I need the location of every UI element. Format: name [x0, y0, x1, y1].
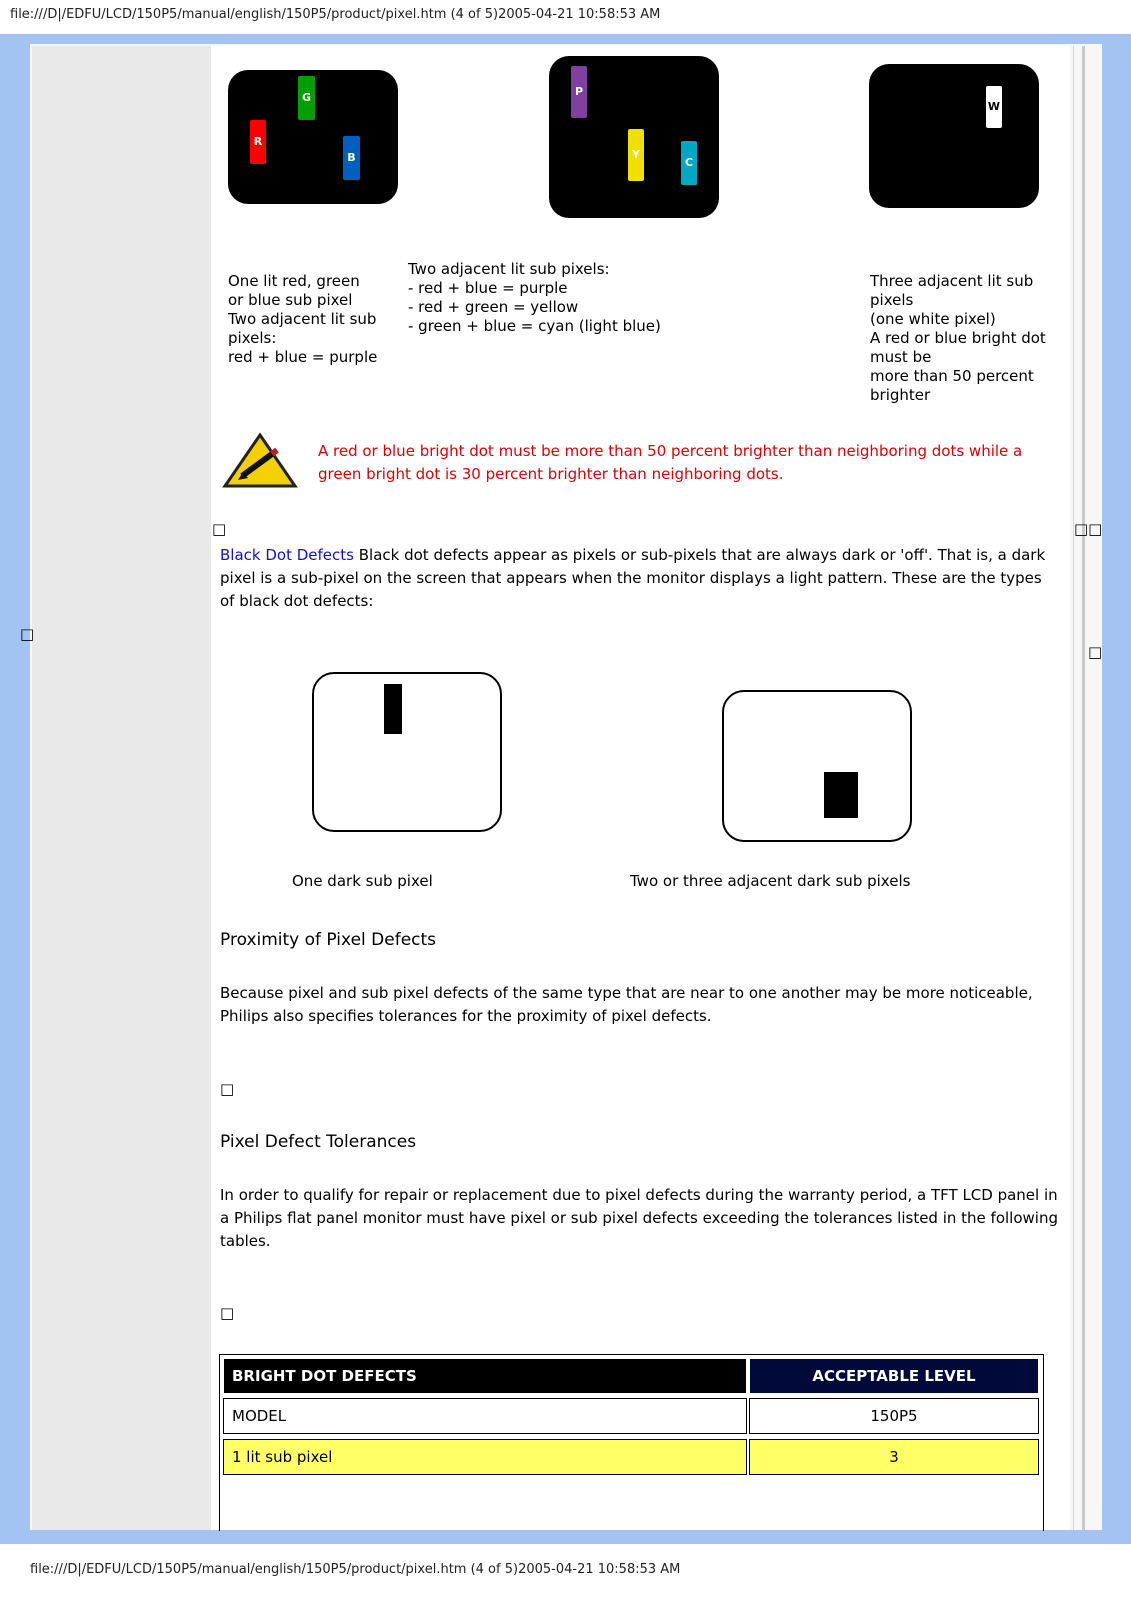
- pixel-figure-white: [869, 64, 1039, 208]
- footer-path: file:///D|/EDFU/LCD/150P5/manual/english/150P5/product/pixel.htm (4 of 5)2005-04-21 10:58:53 AM: [30, 1562, 681, 1577]
- tolerances-heading: Pixel Defect Tolerances: [220, 1132, 417, 1152]
- table-row-lit-label: 1 lit sub pixel: [223, 1439, 747, 1475]
- table-row-model-label: MODEL: [223, 1398, 747, 1434]
- dark-subpixel: [384, 684, 402, 734]
- dark-pixel-figure-one: [312, 672, 502, 832]
- blank-marker-2: □: [220, 1080, 235, 1098]
- yellow-subpixel: Y: [628, 129, 644, 181]
- table-header-level: ACCEPTABLE LEVEL: [749, 1358, 1039, 1394]
- red-subpixel: R: [250, 120, 266, 164]
- pixel-figure-rgb: [228, 70, 398, 204]
- browser-path: file:///D|/EDFU/LCD/150P5/manual/english/150P5/product/pixel.htm (4 of 5)2005-04-21 10:58:53 AM: [0, 0, 1131, 34]
- tolerances-paragraph: In order to qualify for repair or replacement due to pixel defects during the warranty period, a TFT LCD panel in a Philips flat panel monitor must have pixel or sub pixel defects exceeding the tolerances listed in the following tables.: [220, 1186, 1058, 1250]
- cyan-subpixel: C: [681, 141, 697, 185]
- proximity-paragraph: Because pixel and sub pixel defects of the same type that are near to one another may be more noticeable, Philips also specifies tolerances for the proximity of pixel defects.: [220, 984, 1033, 1025]
- figure-caption-right: Two or three adjacent dark sub pixels: [630, 872, 911, 890]
- green-subpixel: G: [298, 76, 315, 120]
- left-sidebar: [32, 46, 211, 1530]
- pixel-figure-pyc: [549, 56, 719, 218]
- right-scrollbar[interactable]: [1073, 46, 1102, 1530]
- dark-subpixel-pair: [824, 772, 858, 818]
- black-dot-paragraph: Black Dot Defects Black dot defects appear as pixels or sub-pixels that are always dark or 'off'. That is, a dark pixel is a sub-pixel on the screen that appears when the monitor displays a light pattern. These are the types of black dot defects:: [220, 546, 1046, 610]
- proximity-heading: Proximity of Pixel Defects: [220, 930, 437, 950]
- caption-middle: Two adjacent lit sub pixels: - red + blue = purple - red + green = yellow - green + blue = cyan (light blue): [408, 260, 661, 335]
- defect-table: [219, 1354, 1044, 1531]
- pencil-note-icon: [222, 432, 298, 490]
- table-row-model-value: 150P5: [749, 1398, 1039, 1434]
- blank-marker-right-edge: □: [1088, 643, 1103, 661]
- blank-marker-right: □□: [1074, 520, 1103, 538]
- figure-caption-left: One dark sub pixel: [292, 872, 433, 890]
- warning-note: A red or blue bright dot must be more than 50 percent brighter than neighboring dots while a green bright dot is 30 percent brighter than neighboring dots.: [318, 442, 1023, 483]
- white-subpixel: W: [986, 86, 1002, 128]
- caption-left: One lit red, green or blue sub pixel Two adjacent lit sub pixels: red + blue = purple: [228, 272, 378, 366]
- table-header-defects: BRIGHT DOT DEFECTS: [223, 1358, 747, 1394]
- blue-subpixel: B: [343, 136, 360, 180]
- blank-marker-left-edge: □: [20, 625, 35, 643]
- black-dot-heading-link[interactable]: Black Dot Defects: [220, 546, 354, 564]
- table-row-lit-value: 3: [749, 1439, 1039, 1475]
- blank-marker-3: □: [220, 1304, 235, 1322]
- purple-subpixel: P: [571, 66, 587, 118]
- dark-pixel-figure-two: [722, 690, 912, 842]
- blank-marker: □: [212, 520, 227, 538]
- caption-right: Three adjacent lit sub pixels (one white pixel) A red or blue bright dot must be more than 50 percent brighter: [870, 272, 1046, 404]
